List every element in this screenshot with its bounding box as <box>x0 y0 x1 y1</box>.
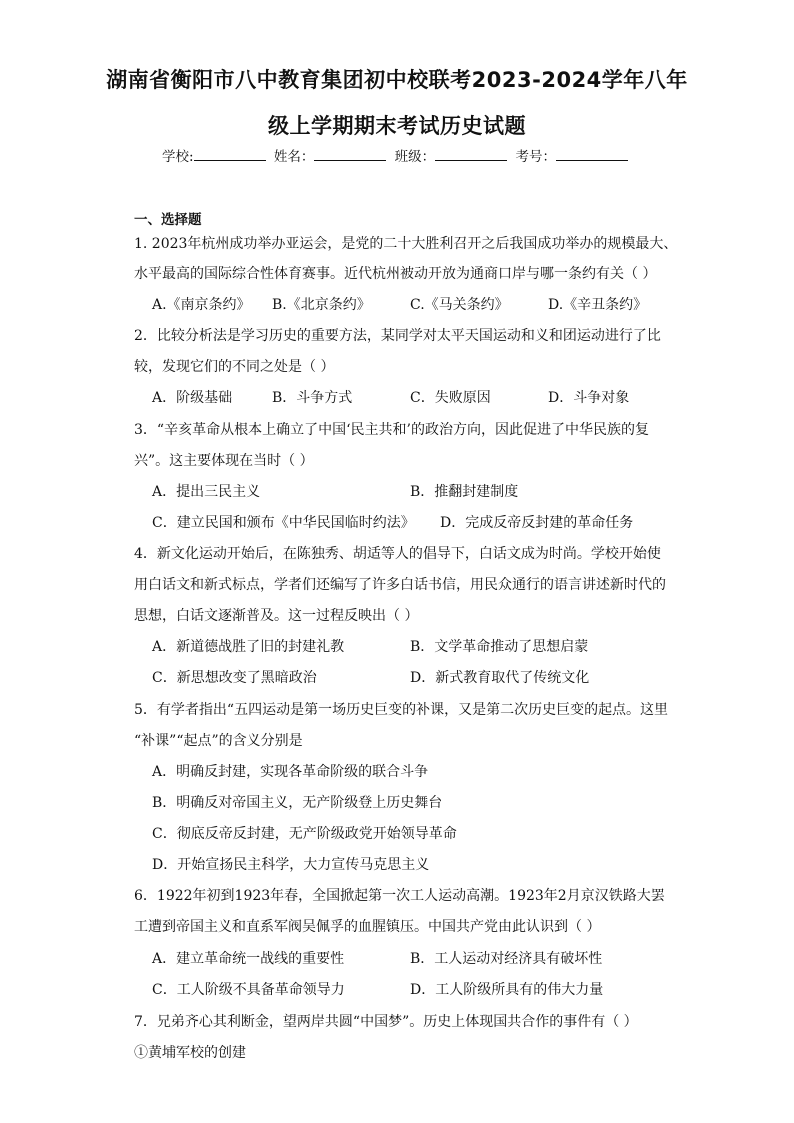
question-5-option-c[interactable]: C．彻底反帝反封建，无产阶级政党开始领导革命 <box>152 826 457 842</box>
school-blank[interactable] <box>194 147 266 161</box>
question-1-option-d[interactable]: D.《辛丑条约》 <box>548 297 648 313</box>
question-1-line-1: 1. 2023年杭州成功举办亚运会，是党的二十大胜利召开之后我国成功举办的规模最大、 <box>134 236 678 252</box>
question-4-option-d[interactable]: D．新式教育取代了传统文化 <box>410 670 590 686</box>
number-label: 考号： <box>515 149 556 165</box>
title-line-1: 湖南省衡阳市八中教育集团初中校联考2023-2024学年八年 <box>106 68 688 92</box>
question-6-option-d[interactable]: D．工人阶级所具有的伟大力量 <box>410 982 604 998</box>
name-label: 姓名： <box>273 149 315 165</box>
number-blank[interactable] <box>556 147 628 161</box>
question-2-option-d[interactable]: D．斗争对象 <box>548 390 630 406</box>
name-blank[interactable] <box>314 147 386 161</box>
question-1-option-b[interactable]: B.《北京条约》 <box>272 297 371 313</box>
question-6-line-1: 6．1922年初到1923年春，全国掀起第一次工人运动高潮。1923年2月京汉铁路大罢 <box>134 888 665 904</box>
question-3-line-1: 3．“辛亥革命从根本上确立了中国‘民主共和’的政治方向，因此促进了中华民族的复 <box>134 422 649 438</box>
question-1-line-2: 水平最高的国际综合性体育赛事。近代杭州被动开放为通商口岸与哪一条约有关（ ） <box>134 266 657 282</box>
question-5-line-1: 5．有学者指出“五四运动是第一场历史巨变的补课，又是第二次历史巨变的起点。这里 <box>134 702 669 718</box>
title-line-2: 级上学期期末考试历史试题 <box>268 114 526 138</box>
question-4-line-3: 思想，白话文逐渐普及。这一过程反映出（ ） <box>134 608 419 624</box>
class-label: 班级： <box>394 149 436 165</box>
question-5-option-b[interactable]: B．明确反对帝国主义，无产阶级登上历史舞台 <box>152 795 443 811</box>
question-1-option-a[interactable]: A.《南京条约》 <box>152 297 251 313</box>
question-4-option-a[interactable]: A．新道德战胜了旧的封建礼教 <box>152 639 345 655</box>
question-2-line-1: 2．比较分析法是学习历史的重要方法，某同学对太平天国运动和义和团运动进行了比 <box>134 328 661 344</box>
question-6-option-c[interactable]: C．工人阶级不具备革命领导力 <box>152 982 345 998</box>
question-2-option-a[interactable]: A．阶级基础 <box>152 390 233 406</box>
question-3-option-b[interactable]: B．推翻封建制度 <box>410 484 519 500</box>
section-heading: 一、选择题 <box>134 212 202 228</box>
question-7-line-1: 7．兄弟齐心其利断金，望两岸共圆“中国梦”。历史上体现国共合作的事件有（ ） <box>134 1014 638 1030</box>
question-4-option-b[interactable]: B．文学革命推动了思想启蒙 <box>410 639 589 655</box>
question-4-option-c[interactable]: C．新思想改变了黑暗政治 <box>152 670 317 686</box>
question-3-option-d[interactable]: D．完成反帝反封建的革命任务 <box>440 515 634 531</box>
question-6-option-a[interactable]: A．建立革命统一战线的重要性 <box>152 951 345 967</box>
class-blank[interactable] <box>435 147 507 161</box>
question-5-option-a[interactable]: A．明确反封建，实现各革命阶级的联合斗争 <box>152 764 429 780</box>
question-1-option-c[interactable]: C.《马关条约》 <box>410 297 509 313</box>
question-3-option-a[interactable]: A．提出三民主义 <box>152 484 261 500</box>
question-2-option-c[interactable]: C．失败原因 <box>410 390 491 406</box>
question-7-line-2: ①黄埔军校的创建 <box>134 1045 246 1061</box>
question-3-option-c[interactable]: C．建立民国和颁布《中华民国临时约法》 <box>152 515 415 531</box>
question-3-line-2: 兴”。这主要体现在当时（ ） <box>134 453 314 469</box>
question-6-option-b[interactable]: B．工人运动对经济具有破坏性 <box>410 951 603 967</box>
question-6-line-2: 工遭到帝国主义和直系军阀吴佩孚的血腥镇压。中国共产党由此认识到（ ） <box>134 919 601 935</box>
question-2-line-2: 较，发现它们的不同之处是（ ） <box>134 359 335 375</box>
question-5-option-d[interactable]: D．开始宣扬民主科学，大力宣传马克思主义 <box>152 857 430 873</box>
question-2-option-b[interactable]: B．斗争方式 <box>272 390 353 406</box>
school-label: 学校: <box>162 149 194 165</box>
student-info-row <box>0 145 794 165</box>
question-5-line-2: “补课”“起点”的含义分别是 <box>134 733 303 749</box>
question-4-line-1: 4．新文化运动开始后，在陈独秀、胡适等人的倡导下，白话文成为时尚。学校开始使 <box>134 546 661 562</box>
question-4-line-2: 用白话文和新式标点，学者们还编写了许多白话书信，用民众通行的语言讲述新时代的 <box>134 577 666 593</box>
